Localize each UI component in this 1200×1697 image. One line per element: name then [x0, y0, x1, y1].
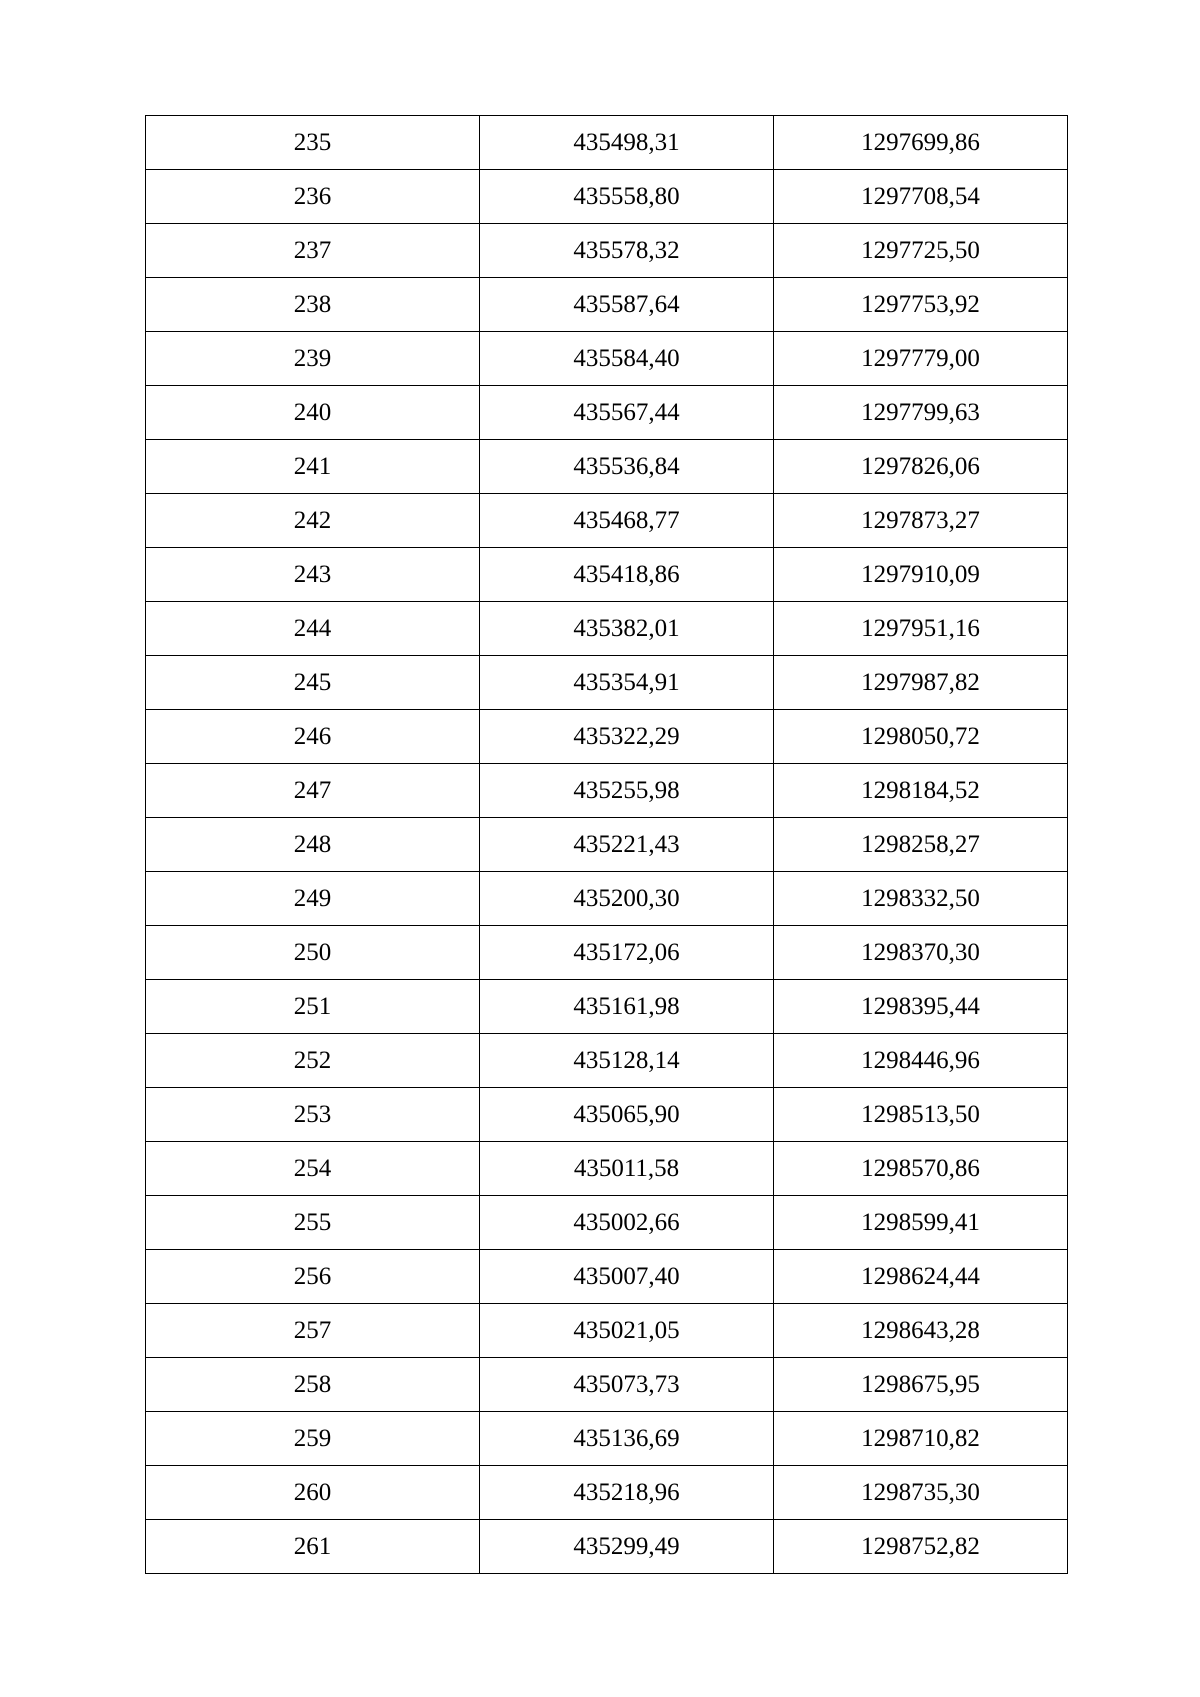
x-coordinate-cell: 435200,30 — [480, 872, 774, 926]
table-row — [146, 818, 1068, 872]
coordinates-table-body — [146, 116, 1068, 1574]
point-number-cell: 236 — [146, 170, 480, 224]
x-coordinate-cell: 435498,31 — [480, 116, 774, 170]
x-coordinate-cell: 435584,40 — [480, 332, 774, 386]
table-row — [146, 1142, 1068, 1196]
table-row — [146, 494, 1068, 548]
x-coordinate-cell: 435578,32 — [480, 224, 774, 278]
table-row — [146, 224, 1068, 278]
y-coordinate-cell: 1298258,27 — [774, 818, 1068, 872]
table-row — [146, 656, 1068, 710]
point-number-cell: 254 — [146, 1142, 480, 1196]
point-number-cell: 243 — [146, 548, 480, 602]
x-coordinate-cell: 435468,77 — [480, 494, 774, 548]
point-number-cell: 241 — [146, 440, 480, 494]
x-coordinate-cell: 435255,98 — [480, 764, 774, 818]
table-row — [146, 278, 1068, 332]
y-coordinate-cell: 1298370,30 — [774, 926, 1068, 980]
y-coordinate-cell: 1298332,50 — [774, 872, 1068, 926]
point-number-cell: 257 — [146, 1304, 480, 1358]
y-coordinate-cell: 1298446,96 — [774, 1034, 1068, 1088]
x-coordinate-cell: 435161,98 — [480, 980, 774, 1034]
table-row — [146, 386, 1068, 440]
y-coordinate-cell: 1298570,86 — [774, 1142, 1068, 1196]
y-coordinate-cell: 1298395,44 — [774, 980, 1068, 1034]
point-number-cell: 249 — [146, 872, 480, 926]
y-coordinate-cell: 1297699,86 — [774, 116, 1068, 170]
x-coordinate-cell: 435587,64 — [480, 278, 774, 332]
y-coordinate-cell: 1298624,44 — [774, 1250, 1068, 1304]
table-row — [146, 764, 1068, 818]
y-coordinate-cell: 1297753,92 — [774, 278, 1068, 332]
table-row — [146, 440, 1068, 494]
table-row — [146, 926, 1068, 980]
point-number-cell: 235 — [146, 116, 480, 170]
point-number-cell: 247 — [146, 764, 480, 818]
x-coordinate-cell: 435073,73 — [480, 1358, 774, 1412]
y-coordinate-cell: 1298675,95 — [774, 1358, 1068, 1412]
point-number-cell: 260 — [146, 1466, 480, 1520]
x-coordinate-cell: 435567,44 — [480, 386, 774, 440]
point-number-cell: 238 — [146, 278, 480, 332]
point-number-cell: 239 — [146, 332, 480, 386]
x-coordinate-cell: 435418,86 — [480, 548, 774, 602]
x-coordinate-cell: 435354,91 — [480, 656, 774, 710]
y-coordinate-cell: 1297910,09 — [774, 548, 1068, 602]
y-coordinate-cell: 1297826,06 — [774, 440, 1068, 494]
x-coordinate-cell: 435172,06 — [480, 926, 774, 980]
point-number-cell: 261 — [146, 1520, 480, 1574]
table-row — [146, 1196, 1068, 1250]
table-row — [146, 1250, 1068, 1304]
point-number-cell: 250 — [146, 926, 480, 980]
table-row — [146, 1358, 1068, 1412]
point-number-cell: 256 — [146, 1250, 480, 1304]
table-row — [146, 116, 1068, 170]
x-coordinate-cell: 435007,40 — [480, 1250, 774, 1304]
table-row — [146, 1034, 1068, 1088]
y-coordinate-cell: 1298735,30 — [774, 1466, 1068, 1520]
y-coordinate-cell: 1298050,72 — [774, 710, 1068, 764]
table-row — [146, 1412, 1068, 1466]
table-row — [146, 332, 1068, 386]
y-coordinate-cell: 1297799,63 — [774, 386, 1068, 440]
x-coordinate-cell: 435221,43 — [480, 818, 774, 872]
x-coordinate-cell: 435299,49 — [480, 1520, 774, 1574]
table-row — [146, 1520, 1068, 1574]
point-number-cell: 246 — [146, 710, 480, 764]
point-number-cell: 240 — [146, 386, 480, 440]
point-number-cell: 259 — [146, 1412, 480, 1466]
y-coordinate-cell: 1297779,00 — [774, 332, 1068, 386]
table-row — [146, 1088, 1068, 1142]
point-number-cell: 237 — [146, 224, 480, 278]
table-row — [146, 1466, 1068, 1520]
point-number-cell: 245 — [146, 656, 480, 710]
coordinates-table — [145, 115, 1068, 1574]
y-coordinate-cell: 1298752,82 — [774, 1520, 1068, 1574]
x-coordinate-cell: 435558,80 — [480, 170, 774, 224]
x-coordinate-cell: 435128,14 — [480, 1034, 774, 1088]
x-coordinate-cell: 435021,05 — [480, 1304, 774, 1358]
point-number-cell: 255 — [146, 1196, 480, 1250]
x-coordinate-cell: 435382,01 — [480, 602, 774, 656]
table-row — [146, 1304, 1068, 1358]
y-coordinate-cell: 1298643,28 — [774, 1304, 1068, 1358]
table-row — [146, 548, 1068, 602]
table-row — [146, 980, 1068, 1034]
y-coordinate-cell: 1297987,82 — [774, 656, 1068, 710]
y-coordinate-cell: 1297725,50 — [774, 224, 1068, 278]
x-coordinate-cell: 435218,96 — [480, 1466, 774, 1520]
y-coordinate-cell: 1297873,27 — [774, 494, 1068, 548]
y-coordinate-cell: 1298184,52 — [774, 764, 1068, 818]
y-coordinate-cell: 1298599,41 — [774, 1196, 1068, 1250]
y-coordinate-cell: 1298710,82 — [774, 1412, 1068, 1466]
point-number-cell: 242 — [146, 494, 480, 548]
point-number-cell: 258 — [146, 1358, 480, 1412]
point-number-cell: 252 — [146, 1034, 480, 1088]
point-number-cell: 251 — [146, 980, 480, 1034]
x-coordinate-cell: 435011,58 — [480, 1142, 774, 1196]
x-coordinate-cell: 435322,29 — [480, 710, 774, 764]
x-coordinate-cell: 435065,90 — [480, 1088, 774, 1142]
table-row — [146, 170, 1068, 224]
table-row — [146, 872, 1068, 926]
table-row — [146, 710, 1068, 764]
x-coordinate-cell: 435536,84 — [480, 440, 774, 494]
point-number-cell: 253 — [146, 1088, 480, 1142]
point-number-cell: 244 — [146, 602, 480, 656]
x-coordinate-cell: 435136,69 — [480, 1412, 774, 1466]
x-coordinate-cell: 435002,66 — [480, 1196, 774, 1250]
point-number-cell: 248 — [146, 818, 480, 872]
table-row — [146, 602, 1068, 656]
y-coordinate-cell: 1297708,54 — [774, 170, 1068, 224]
y-coordinate-cell: 1297951,16 — [774, 602, 1068, 656]
y-coordinate-cell: 1298513,50 — [774, 1088, 1068, 1142]
